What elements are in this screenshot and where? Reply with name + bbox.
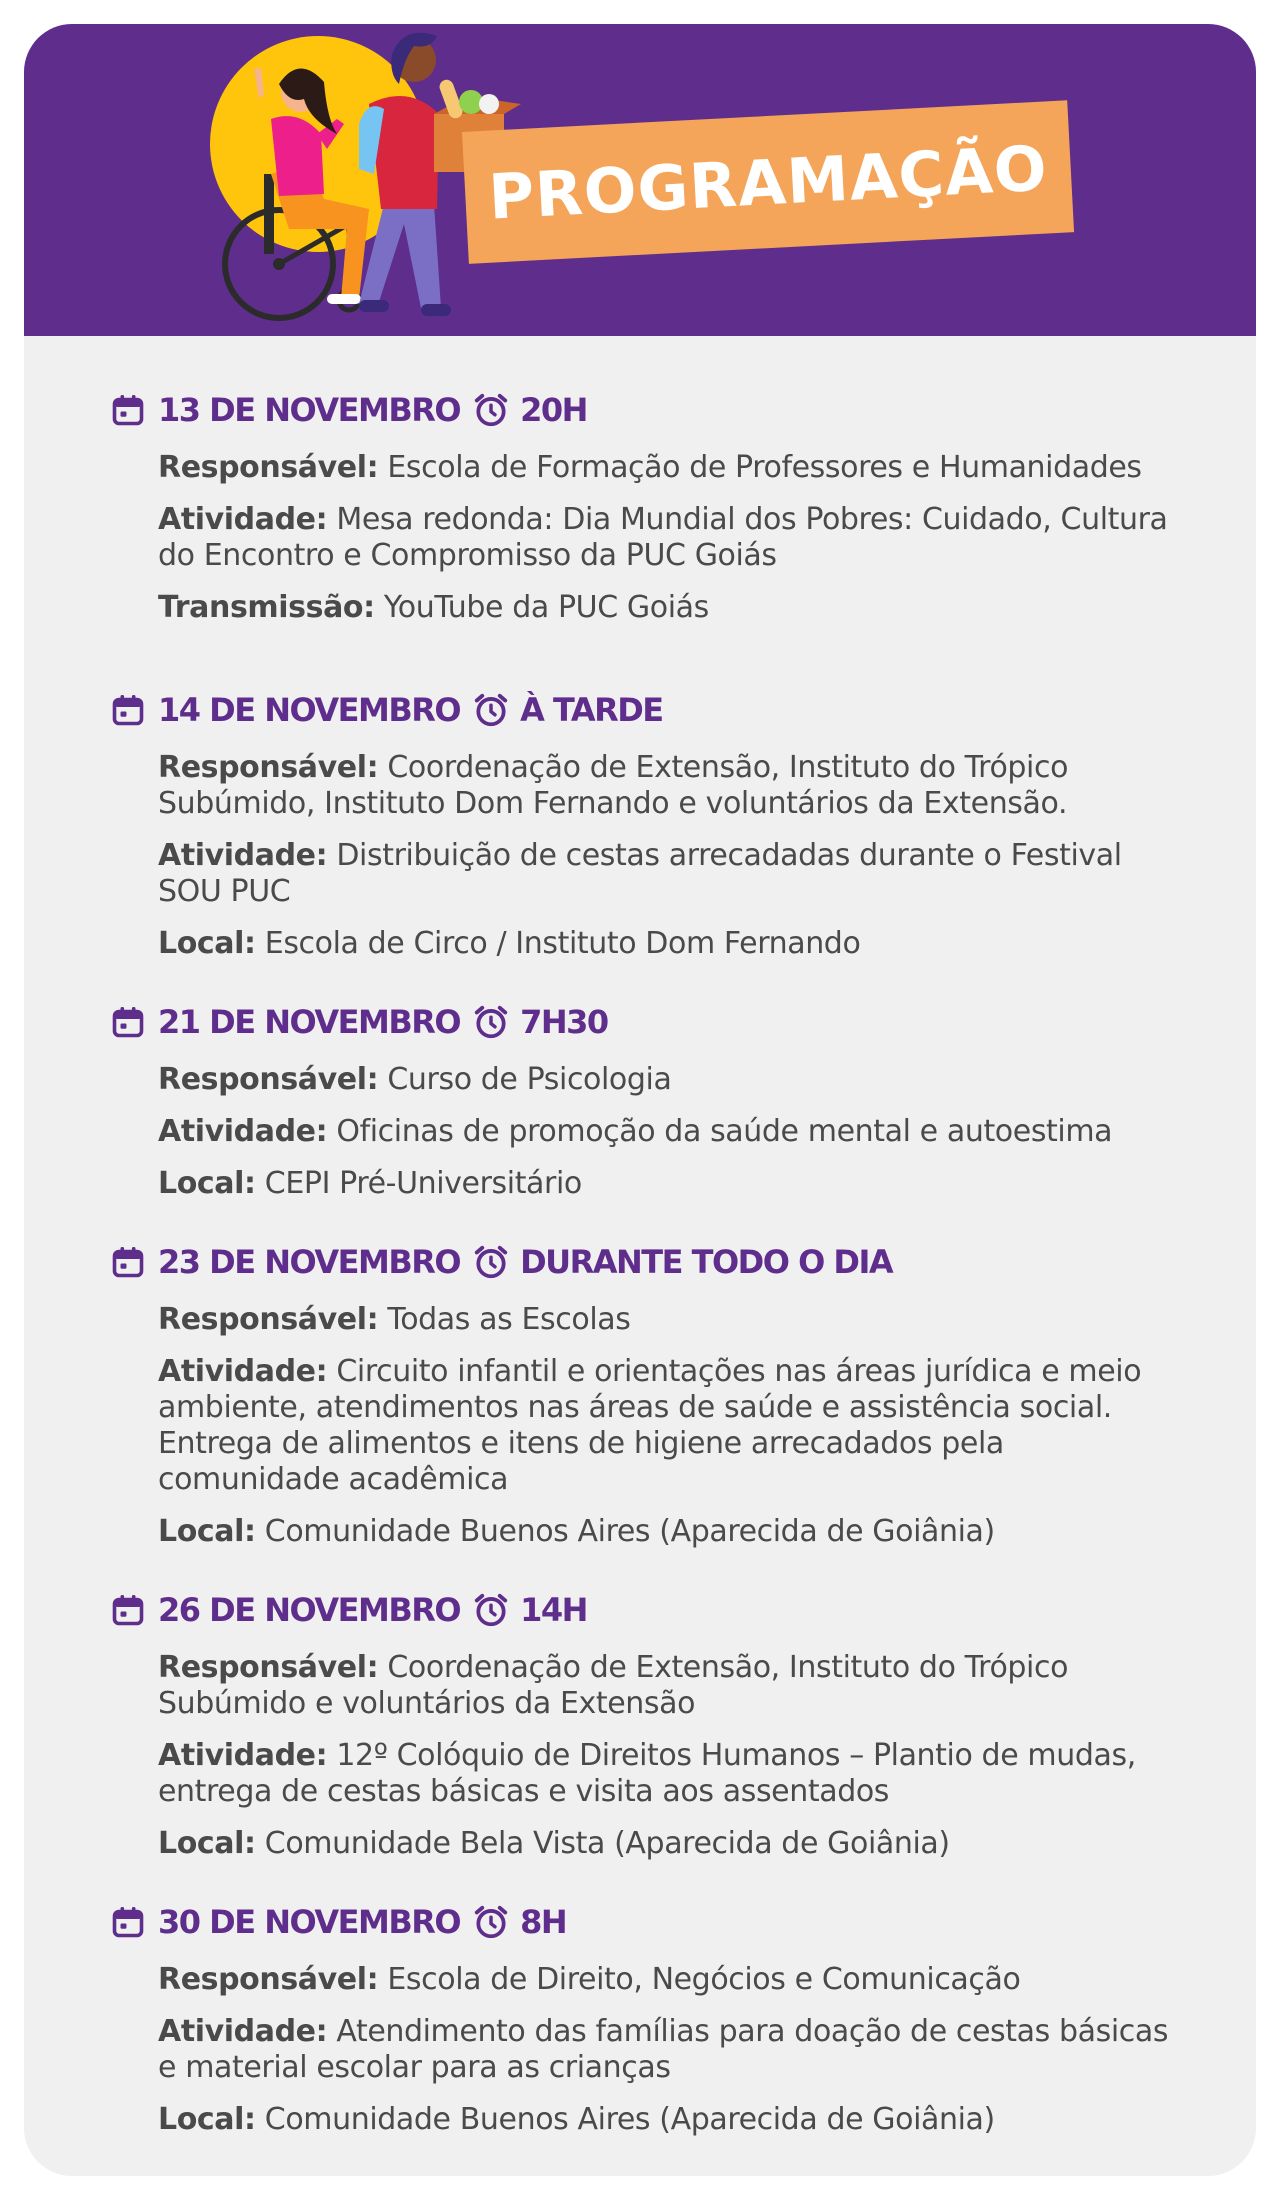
detail-line [158,1166,1190,1202]
detail-line [158,1962,1190,1998]
detail-label: Local: [158,926,256,961]
detail-text: Oficinas de promoção da saúde mental e autoestima [327,1114,1113,1149]
detail-text: Escola de Circo / Instituto Dom Fernando [255,926,861,961]
detail-text: Circuito infantil e orientações nas áreas jurídica e meio ambiente, atendimentos nas áreas de saúde e assistência social. Entrega de alimentos e itens de higiene arrecadados pela comunidade acadêmica [158,1354,1142,1497]
detail-text: Escola de Direito, Negócios e Comunicação [378,1962,1021,1997]
page-title: PROGRAMAÇÃO [486,130,1050,234]
event-header [110,998,1190,1046]
detail-text: Coordenação de Extensão, Instituto do Trópico Subúmido e voluntários da Extensão [158,1650,1069,1721]
event-date: 13 DE NOVEMBRO [158,391,461,429]
detail-label: Responsável: [158,750,379,785]
event-date: 21 DE NOVEMBRO [158,1003,461,1041]
alarm-clock-icon [472,1903,510,1941]
calendar-icon [110,392,146,428]
detail-label: Local: [158,1166,256,1201]
alarm-clock-icon [472,1003,510,1041]
detail-line [158,1514,1190,1550]
detail-line [158,1650,1190,1722]
event-details [110,750,1190,962]
event-details [110,1962,1190,2138]
detail-text: Comunidade Buenos Aires (Aparecida de Goiânia) [255,1514,995,1549]
detail-text: CEPI Pré-Universitário [255,1166,582,1201]
event-time: 14H [520,1591,587,1629]
alarm-clock-icon [472,1591,510,1629]
detail-label: Atividade: [158,502,328,537]
detail-label: Atividade: [158,2014,328,2049]
detail-label: Atividade: [158,1738,328,1773]
event-details [110,1302,1190,1550]
event-header [110,1238,1190,1286]
event-item [110,686,1190,962]
detail-text: Distribuição de cestas arrecadadas durante o Festival SOU PUC [158,838,1122,909]
detail-text: Comunidade Buenos Aires (Aparecida de Goiânia) [255,2102,995,2137]
events-list [110,386,1190,2138]
event-header [110,1898,1190,1946]
event-date: 23 DE NOVEMBRO [158,1243,461,1281]
detail-label: Responsável: [158,450,379,485]
detail-line [158,502,1190,574]
detail-text: Todas as Escolas [378,1302,631,1337]
detail-label: Responsável: [158,1962,379,1997]
event-details [110,450,1190,626]
detail-label: Local: [158,2102,256,2137]
header-banner [24,24,1256,336]
detail-line [158,1738,1190,1810]
event-header [110,1586,1190,1634]
event-header [110,386,1190,434]
detail-text: Escola de Formação de Professores e Humanidades [378,450,1142,485]
detail-label: Responsável: [158,1062,379,1097]
event-time: 8H [520,1903,567,1941]
detail-label: Atividade: [158,1114,328,1149]
calendar-icon [110,1004,146,1040]
calendar-icon [110,1904,146,1940]
event-item [110,1898,1190,2138]
calendar-icon [110,692,146,728]
event-date: 30 DE NOVEMBRO [158,1903,461,1941]
event-item [110,998,1190,1202]
detail-line [158,1114,1190,1150]
detail-line [158,1826,1190,1862]
detail-label: Responsável: [158,1302,379,1337]
detail-line [158,838,1190,910]
alarm-clock-icon [472,391,510,429]
event-time: DURANTE TODO O DIA [520,1243,893,1281]
detail-text: Coordenação de Extensão, Instituto do Trópico Subúmido, Instituto Dom Fernando e voluntários da Extensão. [158,750,1069,821]
calendar-icon [110,1244,146,1280]
detail-line [158,590,1190,626]
event-item [110,1586,1190,1862]
event-time: 20H [520,391,587,429]
schedule-card [24,24,1256,2176]
detail-line [158,926,1190,962]
detail-label: Local: [158,1514,256,1549]
event-header [110,686,1190,734]
event-item [110,1238,1190,1550]
detail-text: Comunidade Bela Vista (Aparecida de Goiânia) [255,1826,950,1861]
detail-line [158,1354,1190,1498]
detail-line [158,1062,1190,1098]
detail-text: Atendimento das famílias para doação de cestas básicas e material escolar para as crianças [158,2014,1169,2085]
event-details [110,1650,1190,1862]
wheelchair-person-figure [225,68,369,318]
detail-text: Mesa redonda: Dia Mundial dos Pobres: Cuidado, Cultura do Encontro e Compromisso da PUC Goiás [158,502,1168,573]
calendar-icon [110,1592,146,1628]
detail-line [158,2102,1190,2138]
alarm-clock-icon [472,691,510,729]
detail-line [158,450,1190,486]
detail-label: Transmissão: [158,590,375,625]
detail-label: Atividade: [158,1354,328,1389]
detail-line [158,750,1190,822]
detail-label: Responsável: [158,1650,379,1685]
detail-label: Atividade: [158,838,328,873]
event-date: 26 DE NOVEMBRO [158,1591,461,1629]
event-details [110,1062,1190,1202]
detail-text: 12º Colóquio de Direitos Humanos – Plantio de mudas, entrega de cestas básicas e visita aos assentados [158,1738,1136,1809]
detail-text: Curso de Psicologia [378,1062,672,1097]
alarm-clock-icon [472,1243,510,1281]
event-time: 7H30 [520,1003,608,1041]
detail-line [158,2014,1190,2086]
event-time: À TARDE [520,691,663,729]
detail-label: Local: [158,1826,256,1861]
event-date: 14 DE NOVEMBRO [158,691,461,729]
detail-text: YouTube da PUC Goiás [374,590,709,625]
event-item [110,386,1190,626]
detail-line [158,1302,1190,1338]
